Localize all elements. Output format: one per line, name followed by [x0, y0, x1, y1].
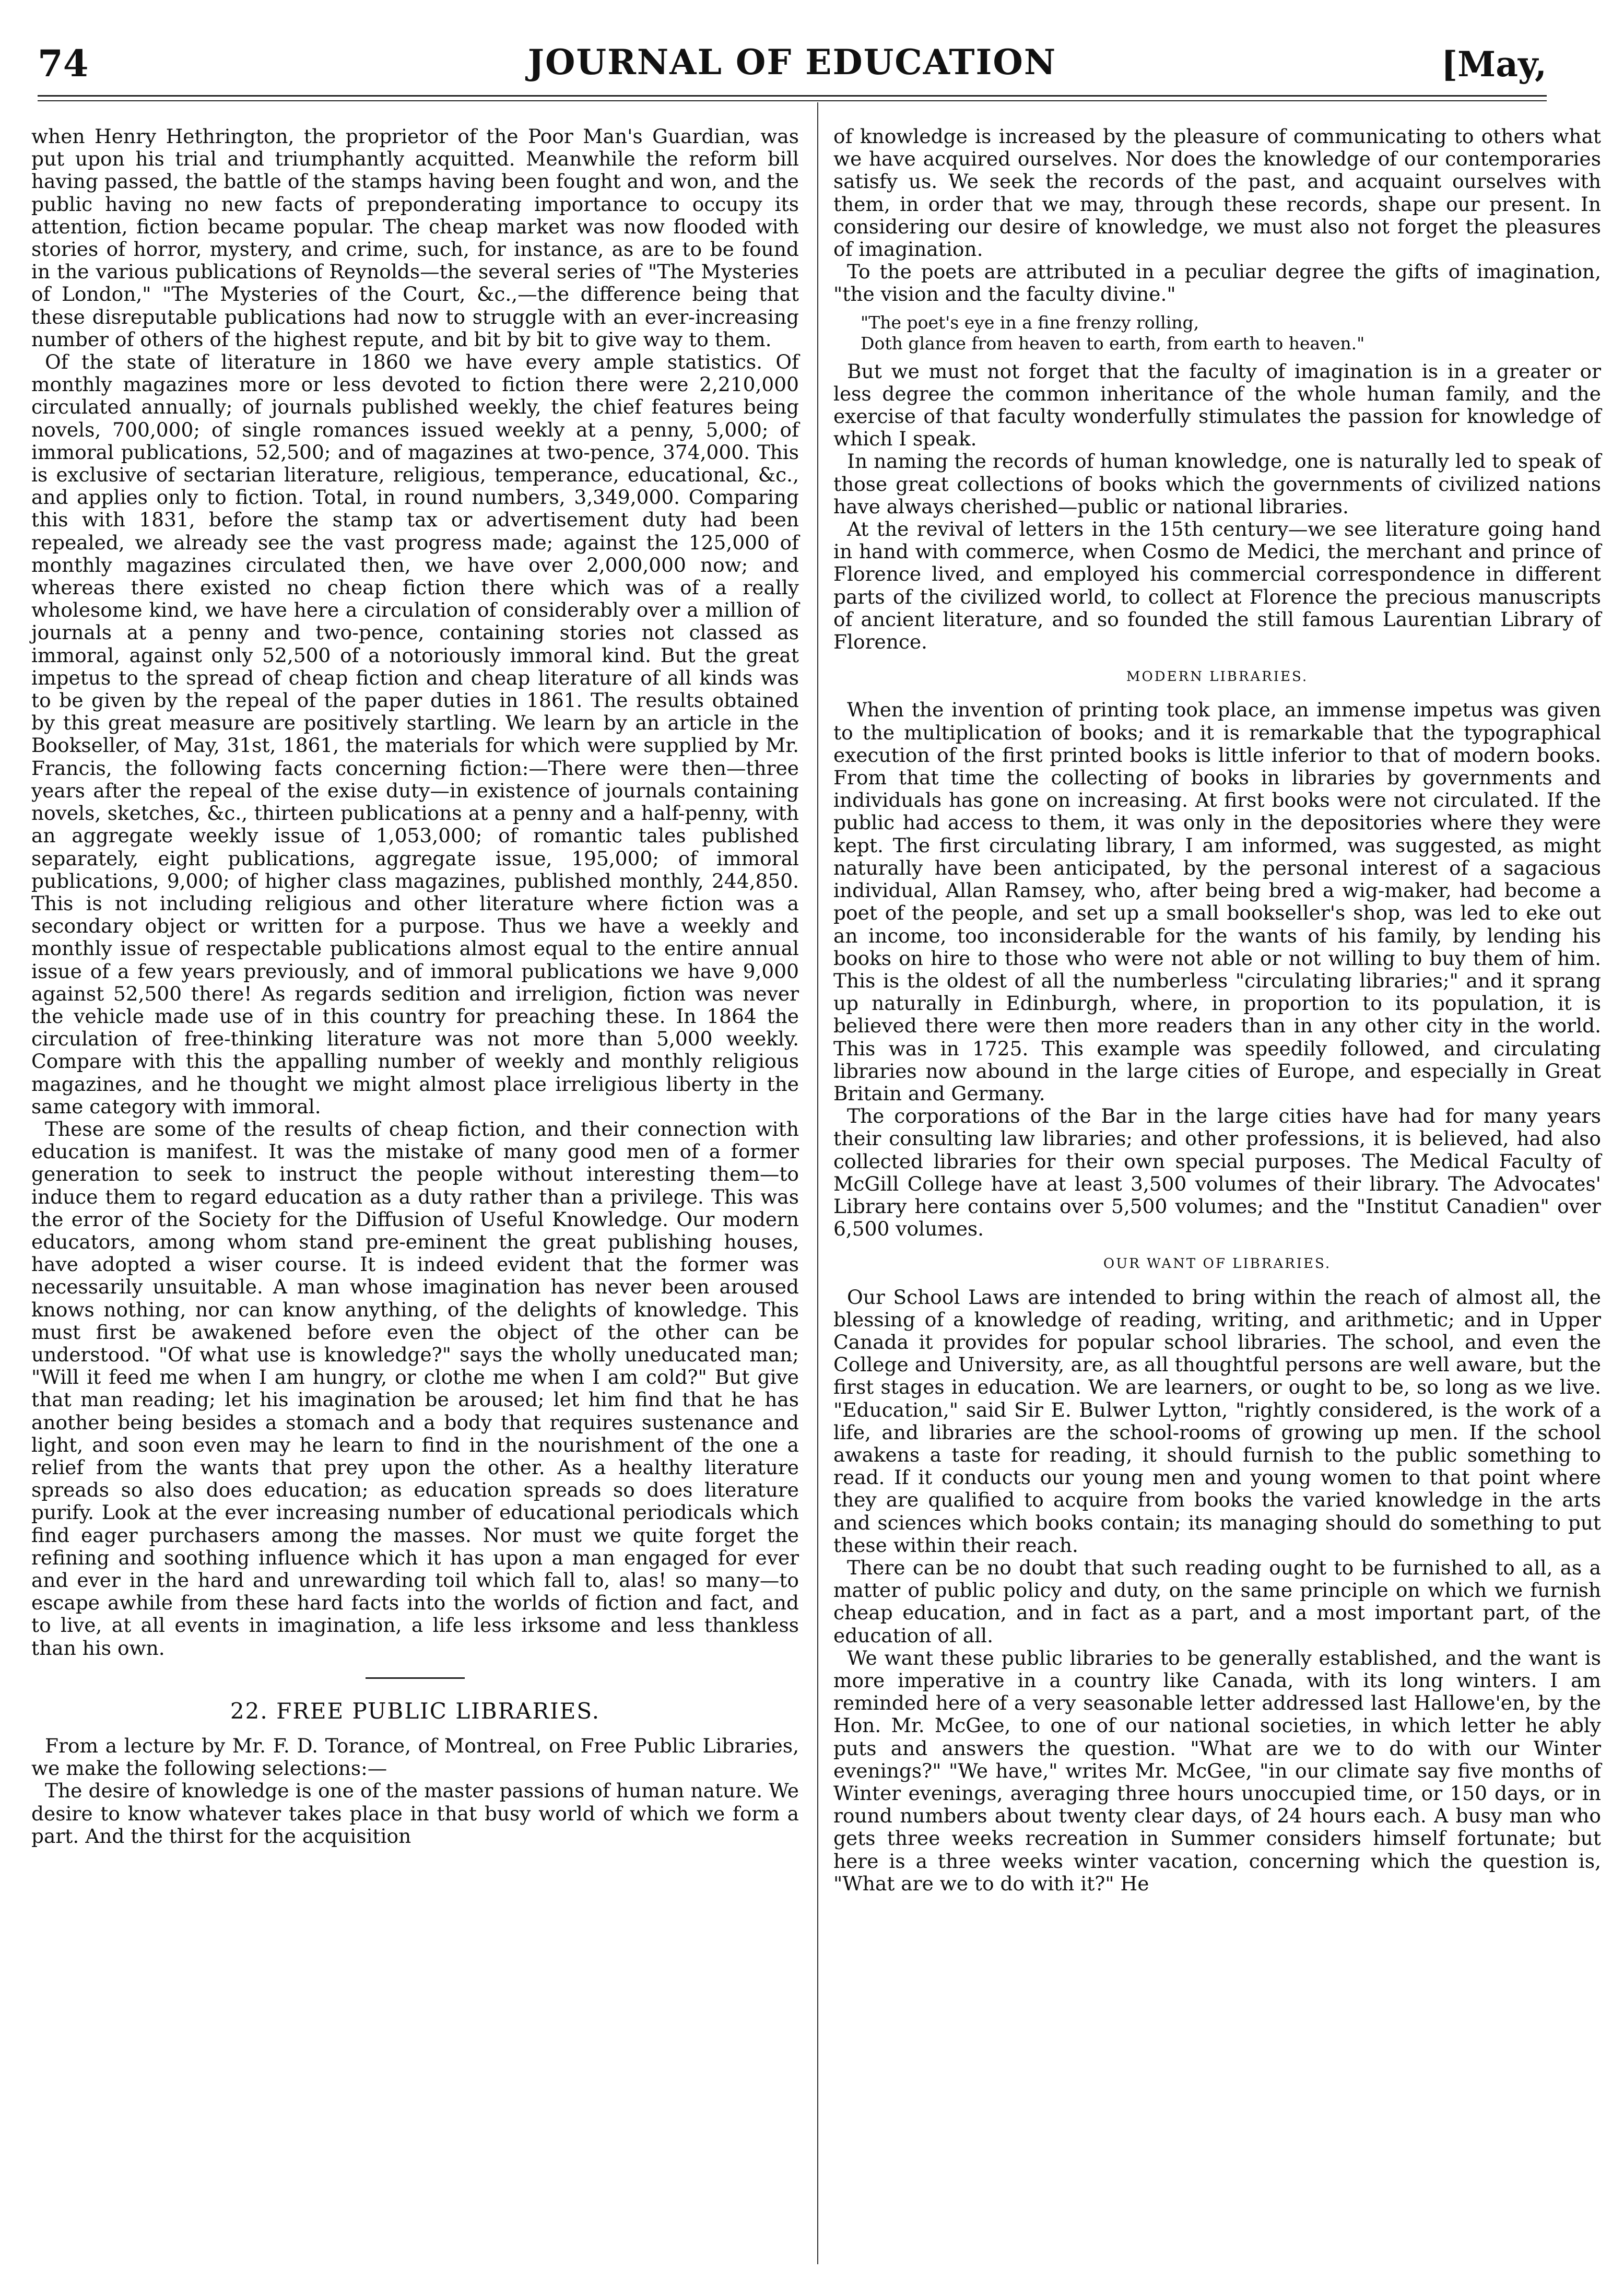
article-paragraph: These are some of the results of cheap fiction, and their connection with education is manifest. It was the mistake of many good men of a former generation to seek to instruct the people without interesting them—to induce them to regard education as a duty rather than a privilege. This was the error of the Society for the Diffusion of Useful Knowledge. Our modern educators, among whom stand pre-eminent the great publishing houses, have adopted a wiser course. It is indeed evident that the former was necessarily unsuitable. A man whose imagination has never been aroused knows nothing, nor can know anything, of the delights of knowledge. This must first be awakened before even the object of the other can be understood. "Of what use is knowledge?" says the wholly uneducated man; "Will it feed me when I am hungry, or clothe me when I am cold?" But give that man reading; let his imagination be aroused; let him find that he has another being besides a stomach and a body that requires sustenance and light, and soon even may he learn to find in the nourishment of the one a relief from the wants that prey upon the other. As a healthy literature spreads so also does education; as education spreads so does literature purify. Look at the ever increasing number of educational periodicals which find eager purchasers among the masses. Nor must we quite forget the refining and soothing influence which it has upon a man engaged for ever and ever in the hard and unrewarding toil which fall to, alas! so many—to escape awhile from these hard facts into the worlds of fiction and fact, and to live, at all events in imagination, a life less irksome and less thankless than his own. — [31, 1117, 799, 1660]
journal-title: JOURNAL OF EDUCATION — [527, 42, 1057, 83]
article-paragraph: Of the state of literature in 1860 we have every ample statistics. Of monthly magazines more or less devoted to fiction there were 2,210,000 circulated annually; of journals published weekly, the chief features being novels, 700,000; of single romances issued weekly at a penny, 5,000; of immoral publications, 52,500; and of magazines at two-pence, 374,000. This is exclusive of sectarian literature, religious, temperance, educational, &c., and applies only to fiction. Total, in round numbers, 3,349,000. Comparing this with 1831, before the stamp tax or advertisement duty had been repealed, we already see the vast progress made; against the 125,000 of monthly magazines circulated then, we have over 2,000,000 now; and whereas there existed no cheap fiction there which was of a really wholesome kind, we have here a circulation of considerably over a million of journals at a penny and two-pence, containing stories not classed as immoral, against only 52,500 of a notoriously immoral kind. But the great impetus to the spread of cheap fiction and cheap literature of all kinds was to be given by the repeal of the paper duties in 1861. The results obtained by this great measure are positively startling. We learn by an article in the Bookseller, of May, 31st, 1861, the materials for which were supplied by Mr. Francis, the following facts concerning fiction:—There were then—three years after the repeal of the exise duty—in existence of journals containing novels, sketches, &c., thirteen publications at a penny and a half-penny, with an aggregate weekly issue of 1,053,000; of romantic tales published separately, eight publications, aggregate issue, 195,000; of immoral publications, 9,000; of higher class magazines, published monthly, 244,850. This is not including religious and other literature where fiction was a secondary object or written for a purpose. Thus we have a weekly and monthly issue of respectable publications almost equal to the entire annual issue of a few years previously, and of immoral publications we have 9,000 against 52,500 there! As regards sedition and irreligion, fiction was never the vehicle made use of in this country for preaching these. In 1864 the circulation of free-thinking literature was not more than 5,000 weekly. Compare with this the appalling number of weekly and monthly religious magazines, and he thought we might almost place irreligious liberty in the same category with immoral. — [31, 350, 799, 1118]
section-divider — [366, 1677, 465, 1679]
subheading-want-of-libraries: OUR WANT OF LIBRARIES. — [1103, 1256, 1332, 1272]
article-paragraph: When the invention of printing took place, an immense impetus was given to the multiplication of books; and it is remarkable that the typographical execution of the first printed books is little inferior to that of modern books. From that time the collecting of books in libraries by governments and individuals has gone on increasing. At first books were not circulated. If the public had access to them, it was only in the depositories where they were kept. The first circulating library, I am informed, was suggested, as might naturally have been anticipated, by the personal interest of a sagacious individual, Allan Ramsey, who, after being bred a wig-maker, had become a poet of the people, and set up a small bookseller's shop, was led to eke out an income, too inconsiderable for the wants of his family, by lending his books on hire to those who were not able or not willing to buy them of him. This is the oldest of all the numberless "circulating libraries;" and it sprang up naturally in Edinburgh, where, in proportion to its population, it is believed there were then more readers than in any other city in the world. This was in 1725. This example was speedily followed, and circulating libraries now abound in the large cities of Europe, and especially in Great Britain and Germany. — [833, 698, 1601, 1105]
page-number: 74 — [38, 42, 89, 85]
poem-line: "The poet's eye in a fine frenzy rolling, — [861, 312, 1199, 333]
article-paragraph: The corporations of the Bar in the large cities have had for many years their consulting law libraries; and other professions, it is believed, had also collected libraries for their own special purposes. The Medical Faculty of McGill College have at least 3,500 volumes of their library. The Advocates' Library here contains over 5,500 volumes; and the "Institut Canadien" over 6,500 volumes. — [833, 1104, 1601, 1241]
column-divider — [817, 102, 818, 2264]
poem-quote — [861, 312, 1601, 354]
section-title: 22. FREE PUBLIC LIBRARIES. — [230, 1698, 601, 1724]
article-paragraph: The desire of knowledge is one of the master passions of human nature. We desire to know whatever takes place in that busy world of which we form a part. And the thirst for the acquisition — [31, 1779, 799, 1848]
page-header — [38, 37, 1547, 94]
article-paragraph: There can be no doubt that such reading ought to be furnished to all, as a matter of public policy and duty, on the same principle on which we furnish cheap education, and in fact as a part, and a most important part, of the education of all. — [833, 1556, 1601, 1647]
subheading-modern-libraries: MODERN LIBRARIES. — [1126, 669, 1309, 685]
article-paragraph: To the poets are attributed in a peculiar degree the gifts of imagination, "the vision and the faculty divine." — [833, 260, 1601, 306]
article-paragraph: of knowledge is increased by the pleasure of communicating to others what we have acquired ourselves. Nor does the knowledge of our contemporaries satisfy us. We seek the records of the past, and acquaint ourselves with them, in order that we may, through these records, shape our present. In considering our desire of knowledge, we must also not forget the pleasures of imagination. — [833, 125, 1601, 261]
article-paragraph: From a lecture by Mr. F. D. Torance, of Montreal, on Free Public Libraries, we make the following selections:— — [31, 1734, 799, 1780]
article-paragraph: when Henry Hethrington, the proprietor of the Poor Man's Guardian, was put upon his trial and triumphantly acquitted. Meanwhile the reform bill having passed, the battle of the stamps having been fought and won, and the public having no new facts of preponderating importance to occupy its attention, fiction became popular. The cheap market was now flooded with stories of horror, mystery, and crime, such, for instance, as are to be found in the various publications of Reynolds—the several series of "The Mysteries of London," "The Mysteries of the Court, &c.,—the difference being that these disreputable publications had now to struggle with an ever-increasing number of others of the highest repute, and bit by bit to give way to them. — [31, 125, 799, 351]
header-rule-secondary — [38, 100, 1547, 101]
article-paragraph: Our School Laws are intended to bring within the reach of almost all, the blessing of a knowledge of reading, writing, and arithmetic; and in Upper Canada it provides for popular school libraries. The school, and even the College and University, are, as all thoughtful persons are well aware, but the first stages in education. We are learners, or ought to be, so long as we live. "Education," said Sir E. Bulwer Lytton, "rightly considered, is the work of a life, and libraries are the school-rooms of growing up men. If the school awakens a taste for reading, it should furnish to the public something to read. If it conducts our young men and young women to that point where they are qualified to acquire from books the varied knowledge in the arts and sciences which books contain; its managing should do something to put these within their reach. — [833, 1285, 1601, 1557]
article-paragraph: In naming the records of human knowledge, one is naturally led to speak of those great collections of books which the governments of civilized nations have always cherished—public or national libraries. — [833, 450, 1601, 518]
right-column — [833, 125, 1601, 1895]
poem-line: Doth glance from heaven to earth, from earth to heaven." — [861, 333, 1365, 354]
article-paragraph: But we must not forget that the faculty of imagination is in a greater or less degree the common inheritance of the whole human family, and the exercise of that faculty wonderfully stimulates the passion for knowledge of which I speak. — [833, 359, 1601, 451]
issue-month: [May, — [1441, 44, 1547, 85]
article-paragraph: At the revival of letters in the 15th century—we see literature going hand in hand with commerce, when Cosmo de Medici, the merchant and prince of Florence lived, and employed his commercial correspondence in different parts of the civilized world, to collect at Florence the precious manuscripts of ancient literature, and so founded the still famous Laurentian Library of Florence. — [833, 517, 1601, 654]
left-column — [31, 125, 799, 1848]
article-paragraph: We want these public libraries to be generally established, and the want is more imperative in a country like Canada, with its long winters. I am reminded here of a very seasonable letter addressed last Hallowe'en, by the Hon. Mr. McGee, to one of our national societies, in which letter he ably puts and answers the question. "What are we to do with our Winter evenings?" "We have," writes Mr. McGee, "in our climate say five months of Winter evenings, averaging three hours unoccupied time, or 150 days, or in round numbers about twenty clear days, of 24 hours each. A busy man who gets three weeks recreation in Summer considers himself fortunate; but here is a three weeks winter vacation, concerning which the question is, "What are we to do with it?" He — [833, 1646, 1601, 1895]
header-rule — [38, 95, 1547, 97]
